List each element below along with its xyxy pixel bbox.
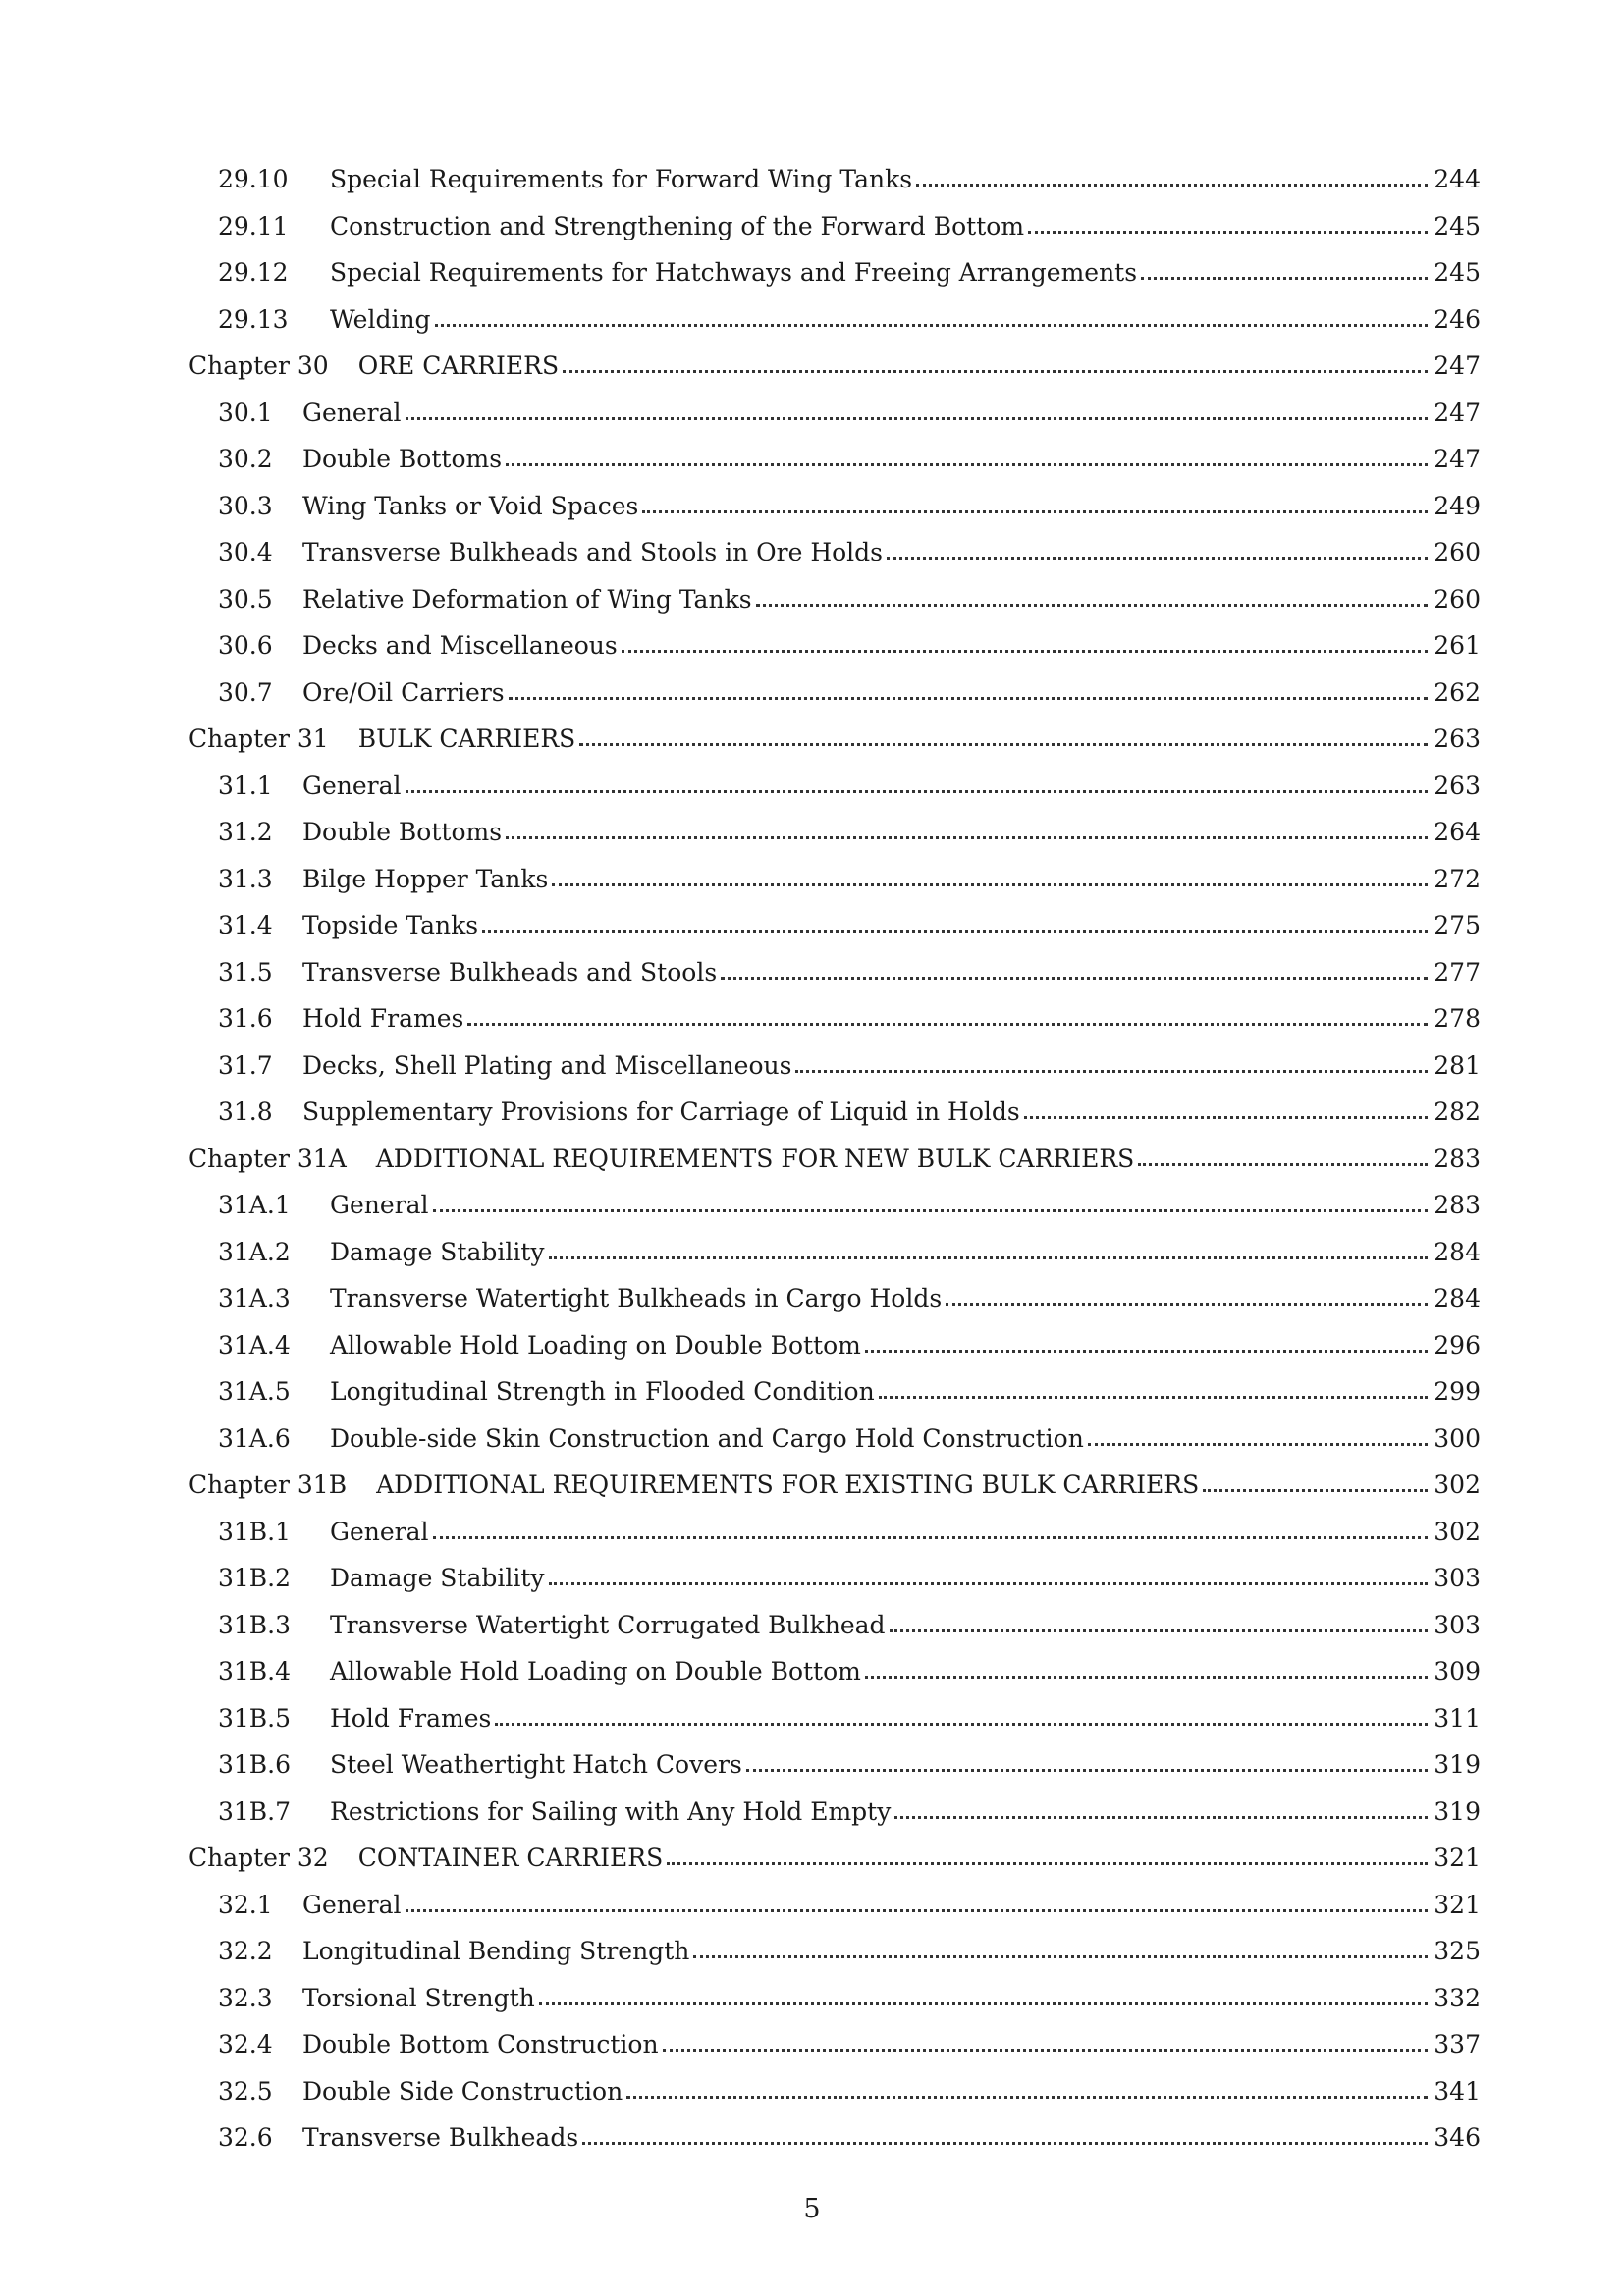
toc-section-entry[interactable] <box>218 901 1481 940</box>
toc-section-entry[interactable] <box>218 1788 1481 1827</box>
toc-entry-number: 31B.6 <box>218 1750 292 1779</box>
toc-entry-page: 245 <box>1434 211 1481 240</box>
toc-section-entry[interactable] <box>218 1647 1481 1686</box>
toc-entry-title: Damage Stability <box>330 1237 545 1266</box>
toc-entry-number: 31A.2 <box>218 1237 291 1266</box>
toc-entry-number: 30.1 <box>218 398 273 427</box>
dot-leader <box>406 790 1428 793</box>
toc-entry-title: Torsional Strength <box>302 1983 535 2012</box>
toc-section-entry[interactable] <box>218 528 1481 567</box>
toc-section-entry[interactable] <box>218 808 1481 847</box>
dot-leader <box>495 1723 1428 1726</box>
toc-section-entry[interactable] <box>218 1181 1481 1220</box>
dot-leader <box>563 370 1428 373</box>
toc-entry-page: 341 <box>1434 2076 1481 2106</box>
toc-entry-title: Double Bottoms <box>302 818 503 846</box>
toc-entry-title: Bilge Hopper Tanks <box>302 864 549 893</box>
toc-entry-page: 319 <box>1434 1796 1481 1826</box>
dot-leader <box>509 697 1428 700</box>
dot-leader <box>887 557 1428 560</box>
toc-entry-number: 31A.6 <box>218 1423 291 1453</box>
toc-entry-page: 302 <box>1434 1517 1481 1546</box>
toc-chapter-label: Chapter 31A <box>189 1144 347 1173</box>
toc-section-entry[interactable] <box>218 435 1481 474</box>
toc-entry-page: 303 <box>1434 1564 1481 1592</box>
dot-leader <box>721 977 1428 980</box>
toc-entry-title: General <box>330 1517 429 1546</box>
dot-leader <box>506 463 1428 466</box>
toc-entry-page: 244 <box>1434 165 1481 193</box>
toc-entry-page: 319 <box>1434 1750 1481 1779</box>
dot-leader <box>865 1350 1428 1353</box>
toc-entry-title: Welding <box>330 304 431 334</box>
toc-entry-page: 261 <box>1434 631 1481 660</box>
dot-leader <box>916 184 1428 187</box>
toc-entry-number: 29.11 <box>218 211 289 240</box>
toc-chapter-entry[interactable] <box>189 715 1481 754</box>
toc-entry-page: 246 <box>1434 304 1481 334</box>
toc-entry-title: Allowable Hold Loading on Double Bottom <box>330 1330 861 1360</box>
dot-leader <box>549 1256 1428 1259</box>
toc-section-entry[interactable] <box>218 248 1481 288</box>
toc-entry-number: 31B.4 <box>218 1657 292 1685</box>
toc-entry-page: 309 <box>1434 1657 1481 1685</box>
toc-entry-number: 29.12 <box>218 258 289 287</box>
toc-chapter-entry[interactable] <box>189 1834 1481 1873</box>
dot-leader <box>642 510 1428 513</box>
toc-section-entry[interactable] <box>218 2067 1481 2107</box>
toc-entry-page: 245 <box>1434 258 1481 287</box>
toc-entry-title: General <box>302 398 402 427</box>
toc-entry-title: Construction and Strengthening of the Forward Bottom <box>330 211 1025 240</box>
toc-section-entry[interactable] <box>218 295 1481 335</box>
toc-section-entry[interactable] <box>218 948 1481 988</box>
toc-entry-title: General <box>302 771 402 800</box>
toc-section-entry[interactable] <box>218 1554 1481 1593</box>
toc-chapter-label: Chapter 32 <box>189 1843 329 1872</box>
dot-leader <box>1203 1489 1428 1492</box>
toc-entry-page: 321 <box>1434 1843 1481 1872</box>
toc-section-entry[interactable] <box>218 1321 1481 1361</box>
dot-leader <box>582 2142 1428 2145</box>
dot-leader <box>435 324 1428 327</box>
dot-leader <box>1088 1443 1428 1446</box>
toc-entry-page: 284 <box>1434 1284 1481 1312</box>
dot-leader <box>756 604 1428 607</box>
toc-entry-number: 31B.7 <box>218 1796 292 1826</box>
toc-entry-number: 32.4 <box>218 2030 273 2058</box>
dot-leader <box>552 883 1428 886</box>
toc-entry-page: 281 <box>1434 1050 1481 1080</box>
toc-entry-title: ORE CARRIERS <box>357 351 560 380</box>
toc-entry-number: 31A.1 <box>218 1191 291 1219</box>
toc-entry-page: 272 <box>1434 864 1481 893</box>
toc-entry-page: 260 <box>1434 538 1481 566</box>
toc-entry-number: 30.3 <box>218 491 273 520</box>
toc-entry-title: Steel Weathertight Hatch Covers <box>330 1750 742 1779</box>
page-number: 5 <box>803 2194 821 2224</box>
dot-leader <box>667 1862 1428 1865</box>
toc-section-entry[interactable] <box>218 994 1481 1034</box>
toc-entry-title: Decks, Shell Plating and Miscellaneous <box>302 1050 792 1080</box>
toc-entry-page: 263 <box>1434 771 1481 800</box>
toc-entry-number: 29.10 <box>218 165 289 193</box>
toc-entry-number: 31.4 <box>218 911 273 939</box>
toc-section-entry[interactable] <box>218 668 1481 708</box>
toc-entry-page: 337 <box>1434 2030 1481 2058</box>
toc-entry-title: Wing Tanks or Void Spaces <box>302 491 639 520</box>
toc-section-entry[interactable] <box>218 762 1481 801</box>
dot-leader <box>549 1582 1428 1585</box>
toc-entry-title: Transverse Watertight Corrugated Bulkhead <box>330 1610 886 1639</box>
dot-leader <box>506 836 1428 839</box>
toc-section-entry[interactable] <box>218 1601 1481 1640</box>
dot-leader <box>1138 1163 1428 1166</box>
toc-entry-title: Double Side Construction <box>302 2076 623 2106</box>
toc-entry-title: ADDITIONAL REQUIREMENTS FOR EXISTING BULK CARRIERS <box>376 1470 1200 1499</box>
toc-section-entry[interactable] <box>218 1274 1481 1313</box>
toc-entry-title: Topside Tanks <box>302 911 479 939</box>
dot-leader <box>1141 277 1428 280</box>
toc-entry-page: 263 <box>1434 724 1481 753</box>
dot-leader <box>865 1676 1428 1679</box>
toc-section-entry[interactable] <box>218 1088 1481 1127</box>
toc-chapter-label: Chapter 31 <box>189 724 329 753</box>
dot-leader <box>433 1536 1428 1539</box>
toc-entry-page: 247 <box>1434 351 1481 380</box>
toc-entry-number: 30.4 <box>218 538 273 566</box>
toc-section-entry[interactable] <box>218 1228 1481 1267</box>
toc-entry-number: 30.2 <box>218 445 273 473</box>
toc-entry-number: 30.6 <box>218 631 273 660</box>
toc-section-entry[interactable] <box>218 621 1481 661</box>
toc-entry-number: 31A.3 <box>218 1284 291 1312</box>
dot-leader <box>746 1769 1428 1772</box>
toc-section-entry[interactable] <box>218 389 1481 428</box>
dot-leader <box>894 1816 1428 1819</box>
toc-entry-page: 325 <box>1434 1937 1481 1965</box>
toc-entry-title: Longitudinal Bending Strength <box>302 1937 690 1965</box>
toc-entry-page: 346 <box>1434 2123 1481 2152</box>
toc-entry-page: 311 <box>1434 1703 1481 1733</box>
toc-section-entry[interactable] <box>218 1694 1481 1734</box>
toc-section-entry[interactable] <box>218 1881 1481 1920</box>
dot-leader <box>1028 231 1428 234</box>
toc-entry-title: Double-side Skin Construction and Cargo Hold Construction <box>330 1423 1084 1453</box>
toc-entry-page: 247 <box>1434 445 1481 473</box>
toc-entry-page: 284 <box>1434 1237 1481 1266</box>
toc-entry-number: 31.1 <box>218 771 273 800</box>
toc-entry-title: CONTAINER CARRIERS <box>357 1843 664 1872</box>
toc-entry-number: 32.6 <box>218 2123 273 2152</box>
toc-section-entry[interactable] <box>218 1740 1481 1780</box>
toc-entry-number: 31.7 <box>218 1050 273 1080</box>
dot-leader <box>406 1909 1428 1912</box>
toc-entry-title: Restrictions for Sailing with Any Hold Empty <box>330 1796 892 1826</box>
toc-entry-title: Decks and Miscellaneous <box>302 631 618 660</box>
toc-entry-title: Transverse Bulkheads and Stools <box>302 957 718 987</box>
dot-leader <box>622 650 1428 653</box>
toc-entry-page: 300 <box>1434 1423 1481 1453</box>
toc-section-entry[interactable] <box>218 1927 1481 1966</box>
toc-section-entry[interactable] <box>218 1367 1481 1407</box>
toc-section-entry[interactable] <box>218 482 1481 521</box>
toc-section-entry[interactable] <box>218 1041 1481 1081</box>
toc-entry-page: 303 <box>1434 1610 1481 1639</box>
toc-section-entry[interactable] <box>218 1508 1481 1547</box>
toc-entry-number: 31A.4 <box>218 1330 291 1360</box>
toc-entry-page: 278 <box>1434 1004 1481 1033</box>
toc-entry-title: Transverse Watertight Bulkheads in Cargo Holds <box>330 1284 943 1312</box>
toc-entry-title: Special Requirements for Hatchways and Freeing Arrangements <box>330 258 1138 287</box>
dot-leader <box>693 1955 1428 1958</box>
dot-leader <box>467 1023 1428 1026</box>
toc-entry-title: Supplementary Provisions for Carriage of Liquid in Holds <box>302 1097 1020 1126</box>
toc-entry-number: 31.5 <box>218 957 273 987</box>
toc-entry-page: 302 <box>1434 1470 1481 1499</box>
toc-entry-number: 31.6 <box>218 1004 273 1033</box>
toc-entry-title: Allowable Hold Loading on Double Bottom <box>330 1657 861 1685</box>
toc-entry-number: 31A.5 <box>218 1377 291 1406</box>
toc-entry-page: 296 <box>1434 1330 1481 1360</box>
toc-entry-number: 30.5 <box>218 584 273 614</box>
dot-leader <box>946 1303 1428 1306</box>
toc-entry-page: 283 <box>1434 1144 1481 1173</box>
toc-entry-title: Hold Frames <box>330 1703 492 1733</box>
dot-leader <box>482 930 1428 933</box>
dot-leader <box>663 2049 1428 2052</box>
toc-section-entry[interactable] <box>218 855 1481 894</box>
toc-entry-title: Transverse Bulkheads <box>302 2123 579 2152</box>
toc-chapter-entry[interactable] <box>189 342 1481 381</box>
toc-entry-number: 31.3 <box>218 864 273 893</box>
toc-entry-number: 32.5 <box>218 2076 273 2106</box>
toc-section-entry[interactable] <box>218 1415 1481 1454</box>
dot-leader <box>626 2096 1428 2099</box>
toc-entry-page: 247 <box>1434 398 1481 427</box>
toc-section-entry[interactable] <box>218 202 1481 241</box>
toc-entry-page: 262 <box>1434 677 1481 707</box>
toc-entry-number: 31B.5 <box>218 1703 292 1733</box>
toc-entry-title: Transverse Bulkheads and Stools in Ore Holds <box>302 538 884 566</box>
dot-leader <box>879 1396 1428 1399</box>
toc-entry-number: 32.2 <box>218 1937 273 1965</box>
toc-entry-page: 332 <box>1434 1983 1481 2012</box>
toc-chapter-label: Chapter 31B <box>189 1470 348 1499</box>
toc-entry-page: 299 <box>1434 1377 1481 1406</box>
toc-entry-title: BULK CARRIERS <box>357 724 576 753</box>
toc-entry-number: 32.3 <box>218 1983 273 2012</box>
toc-entry-title: Special Requirements for Forward Wing Tanks <box>330 165 913 193</box>
toc-section-entry[interactable] <box>218 1974 1481 2013</box>
toc-entry-title: Ore/Oil Carriers <box>302 677 505 707</box>
toc-entry-title: Double Bottoms <box>302 445 503 473</box>
dot-leader <box>1024 1116 1428 1119</box>
toc-entry-number: 31.2 <box>218 818 273 846</box>
toc-entry-page: 283 <box>1434 1191 1481 1219</box>
toc-chapter-entry[interactable] <box>189 1461 1481 1500</box>
toc-section-entry[interactable] <box>218 155 1481 194</box>
toc-chapter-label: Chapter 30 <box>189 351 329 380</box>
toc-entry-title: General <box>330 1191 429 1219</box>
toc-section-entry[interactable] <box>218 2113 1481 2153</box>
dot-leader <box>433 1209 1428 1212</box>
toc-entry-number: 31.8 <box>218 1097 273 1126</box>
toc-entry-page: 260 <box>1434 584 1481 614</box>
toc-entry-number: 31B.1 <box>218 1517 292 1546</box>
toc-entry-page: 277 <box>1434 957 1481 987</box>
toc-entry-title: Longitudinal Strength in Flooded Condition <box>330 1377 875 1406</box>
toc-section-entry[interactable] <box>218 2020 1481 2059</box>
dot-leader <box>890 1629 1428 1632</box>
toc-entry-title: Damage Stability <box>330 1564 545 1592</box>
dot-leader <box>579 743 1428 746</box>
toc-entry-page: 275 <box>1434 911 1481 939</box>
toc-chapter-entry[interactable] <box>189 1135 1481 1174</box>
toc-entry-title: Double Bottom Construction <box>302 2030 659 2058</box>
toc-entry-page: 321 <box>1434 1890 1481 1919</box>
toc-entry-title: Hold Frames <box>302 1004 464 1033</box>
toc-entry-page: 282 <box>1434 1097 1481 1126</box>
toc-section-entry[interactable] <box>218 575 1481 614</box>
toc-entry-number: 31B.3 <box>218 1610 292 1639</box>
dot-leader <box>795 1070 1428 1073</box>
toc-entry-number: 31B.2 <box>218 1564 292 1592</box>
toc-entry-number: 29.13 <box>218 304 289 334</box>
dot-leader <box>406 417 1428 420</box>
toc-entry-page: 264 <box>1434 818 1481 846</box>
dot-leader <box>539 2002 1428 2005</box>
toc-entry-title: Relative Deformation of Wing Tanks <box>302 584 752 614</box>
toc-entry-title: ADDITIONAL REQUIREMENTS FOR NEW BULK CARRIERS <box>375 1144 1135 1173</box>
toc-entry-number: 32.1 <box>218 1890 273 1919</box>
toc-entry-page: 249 <box>1434 491 1481 520</box>
toc-entry-title: General <box>302 1890 402 1919</box>
toc-entry-number: 30.7 <box>218 677 273 707</box>
